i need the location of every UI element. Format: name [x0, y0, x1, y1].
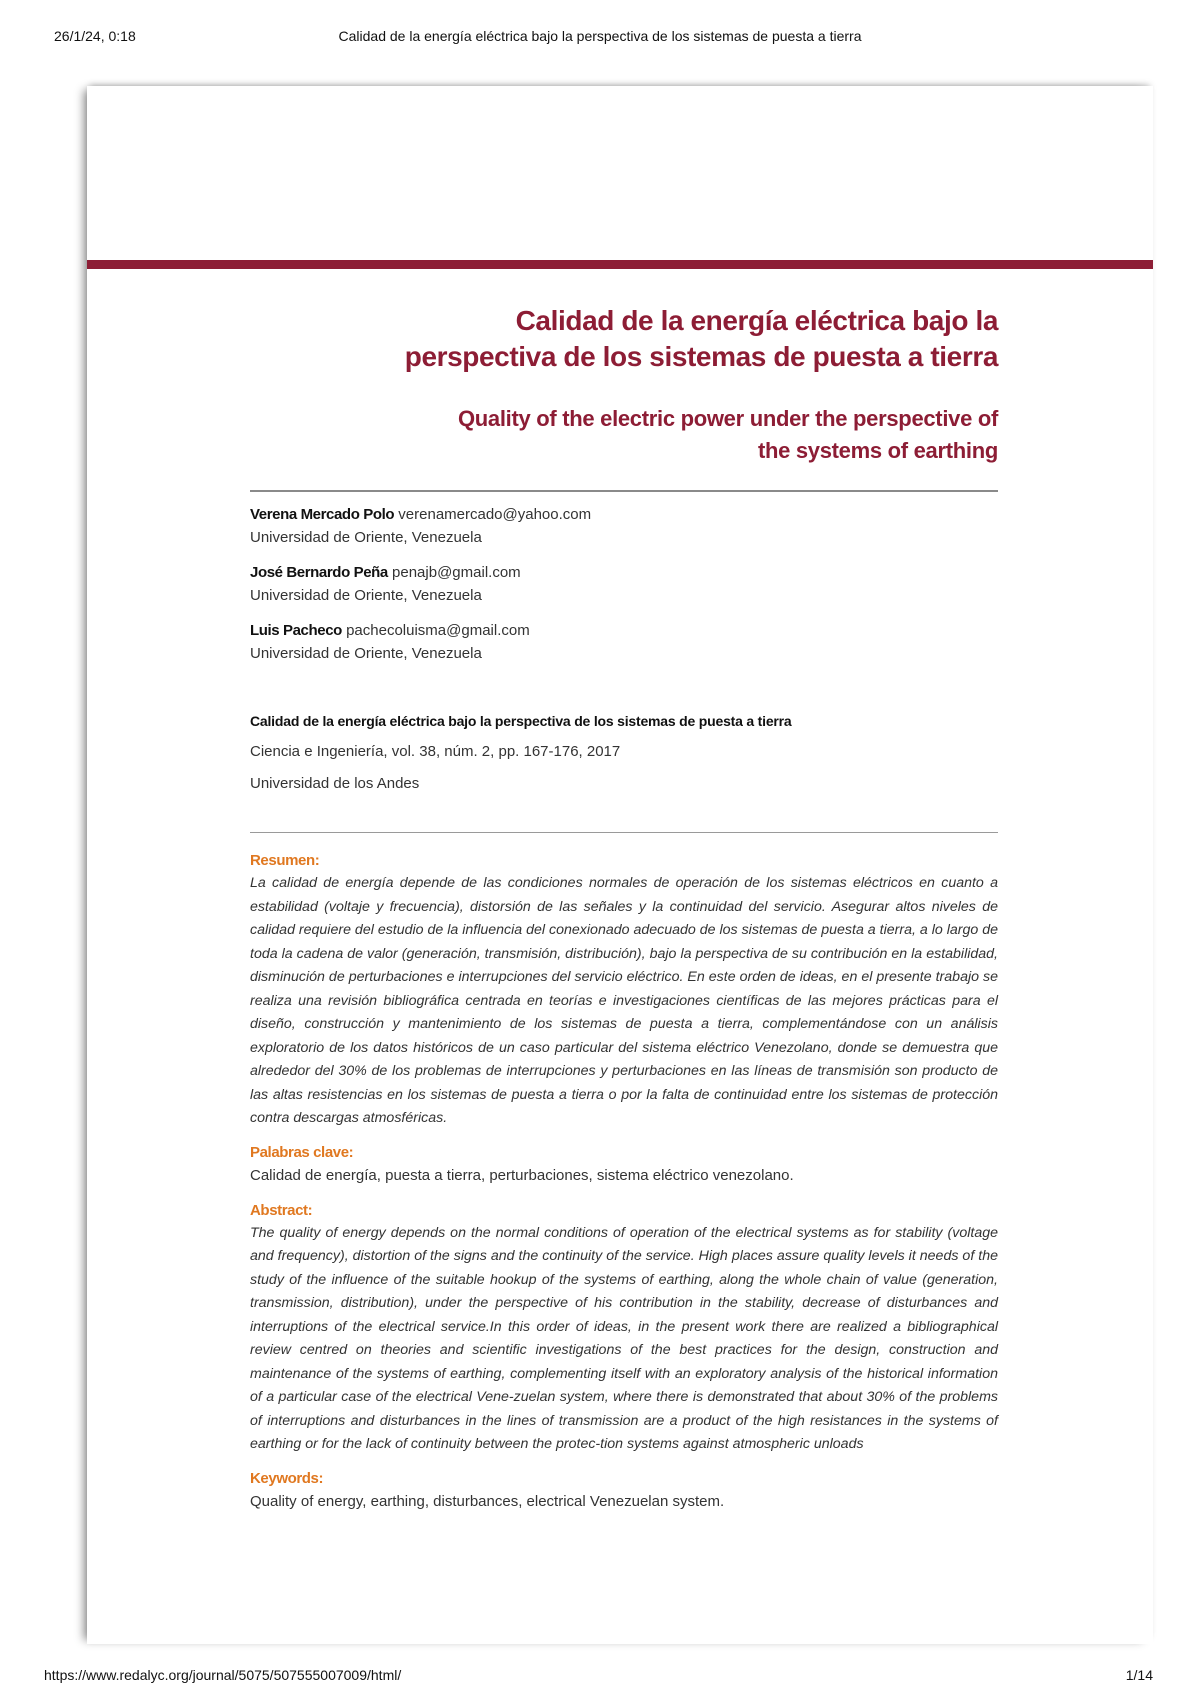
citation-title: Calidad de la energía eléctrica bajo la perspectiva de los sistemas de puesta a tierra: [250, 713, 792, 729]
article-title-es: [298, 303, 998, 375]
print-url[interactable]: https://www.redalyc.org/journal/5075/507555007009/html/: [44, 1667, 402, 1683]
resumen-label: Resumen:: [250, 852, 320, 869]
title-es-line-2: perspectiva de los sistemas de puesta a tierra: [404, 341, 998, 372]
abstract-label: Abstract:: [250, 1201, 313, 1219]
author-affiliation: Universidad de Oriente, Venezuela: [250, 529, 482, 546]
abstract-sections: [250, 851, 998, 1527]
divider: [250, 490, 998, 492]
print-footer: [0, 1667, 1200, 1687]
palabras-clave-label: Palabras clave:: [250, 1143, 354, 1161]
citation-publisher: Universidad de los Andes: [250, 775, 420, 792]
citation-journal: Ciencia e Ingeniería, vol. 38, núm. 2, pp. 167-176, 2017: [250, 743, 621, 760]
citation-block: [250, 711, 998, 795]
author-name: Verena Mercado Polo: [250, 506, 395, 523]
author-item: [250, 503, 998, 549]
header-bar: [87, 260, 1153, 269]
author-name: Luis Pacheco: [250, 622, 342, 639]
divider: [250, 832, 998, 833]
palabras-clave-text: Calidad de energía, puesta a tierra, perturbaciones, sistema eléctrico venezolano.: [250, 1166, 794, 1184]
keywords-text: Quality of energy, earthing, disturbances, electrical Venezuelan system.: [250, 1492, 725, 1510]
author-affiliation: Universidad de Oriente, Venezuela: [250, 645, 482, 662]
print-date: 26/1/24, 0:18: [54, 28, 136, 44]
keywords-label: Keywords:: [250, 1469, 324, 1487]
author-email[interactable]: verenamercado@yahoo.com: [398, 506, 592, 523]
author-list: [250, 503, 998, 677]
article-page: [87, 86, 1153, 1644]
title-en-line-2: the systems of earthing: [757, 438, 998, 463]
author-item: [250, 561, 998, 607]
print-title: Calidad de la energía eléctrica bajo la perspectiva de los sistemas de puesta a tierra: [338, 28, 862, 44]
title-en-line-1: Quality of the electric power under the perspective of: [457, 406, 998, 431]
author-affiliation: Universidad de Oriente, Venezuela: [250, 587, 482, 604]
author-item: [250, 619, 998, 665]
print-header: [0, 28, 1200, 48]
resumen-text: La calidad de energía depende de las condiciones normales de operación de los sistemas eléctricos en cuanto a estabilidad (voltaje y frecuencia), distorsión de las señales y la continuidad del servicio. Asegurar altos niveles de calidad requiere del estudio de la influencia del conexionado adecuado de los sistemas de puesta a tierra, a lo largo de toda la cadena de valor (generación, transmisión, distribución), bajo la perspectiva de su contribución en la estabilidad, disminución de perturbaciones e interrupciones del servicio eléctrico. En este orden de ideas, en el presente trabajo se realiza una revisión bibliográfica centrada en teorías e investigaciones científicas de las mejores prácticas para el diseño, construcción y mantenimiento de los sistemas de puesta a tierra, complementándose con un análisis exploratorio de los datos históricos de un caso particular del sistema eléctrico Venezolano, donde se demuestra que alrededor del 30% de los problemas de interrupciones y perturbaciones en las líneas de transmisión son producto de las altas resistencias en los sistemas de puesta a tierra o por la falta de continuidad entre los sistemas de protección contra descargas atmosféricas.: [250, 875, 998, 1126]
title-es-line-1: Calidad de la energía eléctrica bajo la: [515, 305, 998, 336]
author-name: José Bernardo Peña: [250, 564, 388, 581]
print-page-number: 1/14: [1125, 1667, 1153, 1683]
author-email[interactable]: pachecoluisma@gmail.com: [346, 622, 530, 639]
article-title-en: [298, 403, 998, 467]
abstract-text: The quality of energy depends on the normal conditions of operation of the electrical systems as for stability (voltage and frequency), distortion of the signs and the continuity of the service. High places assure quality levels it needs of the study of the influence of the suitable hookup of the systems of earthing, along the whole chain of value (generation, transmission, distribution), under the perspective of his contribution in the stability, decrease of disturbances and interruptions of the electrical service.In this order of ideas, in the present work there are realized a bibliographical review centred on theories and scientific investigations of the best practices for the design, construction and maintenance of the systems of earthing, complementing itself with an exploratory analysis of the historical information of a particular case of the electrical Vene-zuelan system, where there is demonstrated that about 30% of the problems of interruptions and disturbances in the lines of transmission are a product of the high resistances in the systems of earthing or for the lack of continuity between the protec-tion systems against atmospheric unloads: [250, 1224, 998, 1452]
author-email[interactable]: penajb@gmail.com: [392, 564, 521, 581]
